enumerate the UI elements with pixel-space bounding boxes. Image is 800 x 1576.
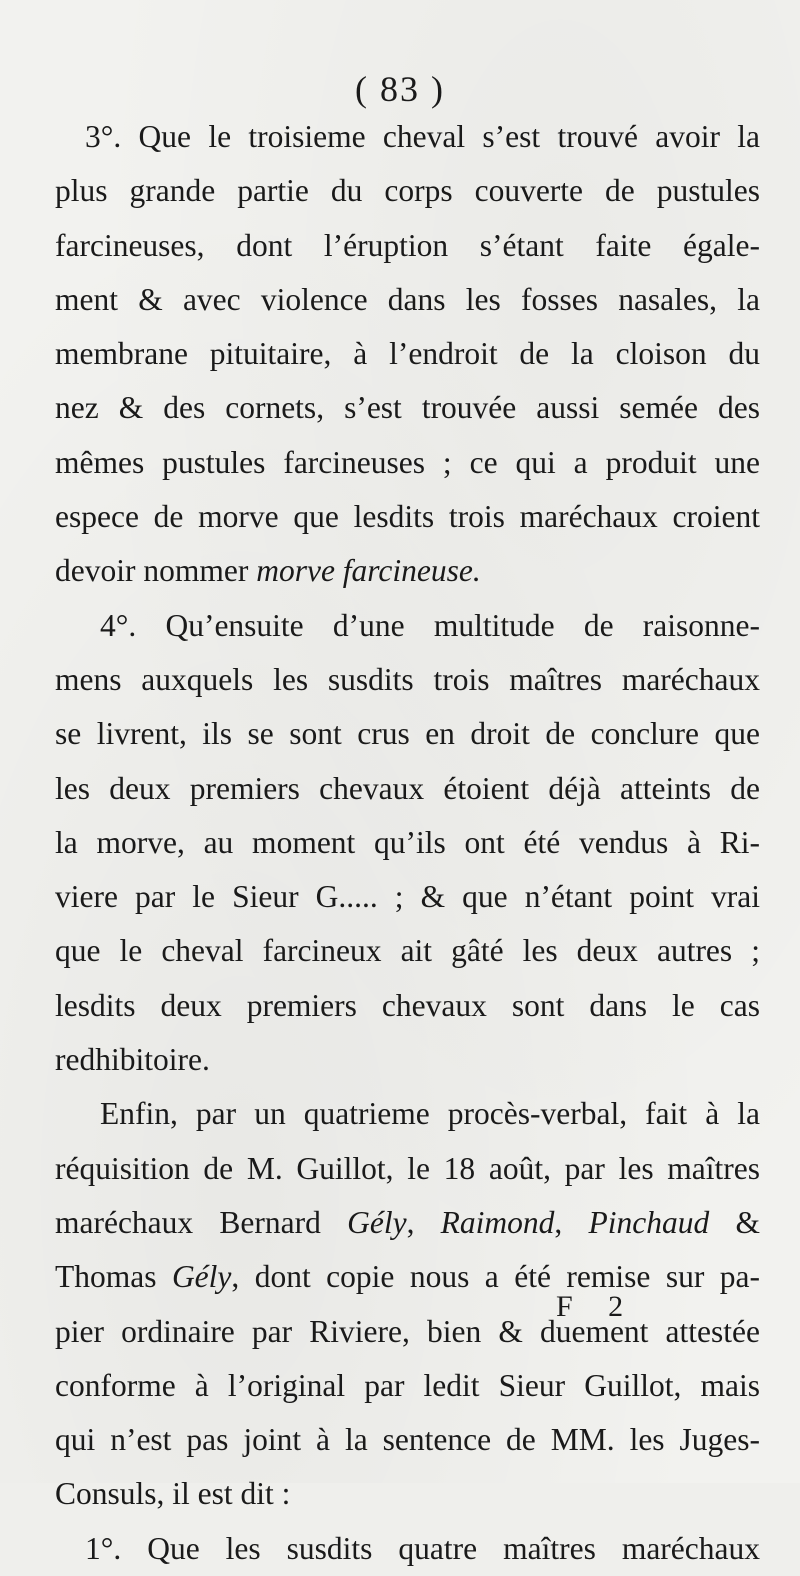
italic-name: Gély: [171, 1259, 232, 1295]
text-line: nez & des cornets, s’est trouvée aussi semée des: [55, 390, 760, 426]
text-line: se livrent, ils se sont crus en droit de conclure que: [55, 716, 760, 752]
text-line: [55, 1196, 760, 1250]
text-line: viere par le Sieur G..... ; & que n’étant point vrai: [55, 879, 760, 915]
text-line: conforme à l’original par ledit Sieur Guillot, mais: [55, 1367, 760, 1403]
text-line: redhibitoire.: [55, 1042, 210, 1078]
text-line: 4°. Qu’ensuite d’une multitude de raisonne-: [100, 607, 760, 643]
text-line: lesdits deux premiers chevaux sont dans le cas: [55, 987, 760, 1023]
text-line: [55, 1250, 760, 1304]
text-segment: ,: [406, 1204, 441, 1240]
text-line: ment & avec violence dans les fosses nasales, la: [55, 281, 760, 317]
body-text: [55, 110, 760, 1576]
text-line: Consuls, il est dit :: [55, 1476, 291, 1512]
text-segment: ,: [554, 1204, 589, 1240]
text-line: la morve, au moment qu’ils ont été vendus à Ri-: [55, 824, 760, 860]
text-line: farcineuses, dont l’éruption s’étant faite égale-: [55, 227, 760, 263]
text-line: membrane pituitaire, à l’endroit de la cloison du: [55, 336, 760, 372]
text-line: qui n’est pas joint à la sentence de MM. les Juges-: [55, 1422, 760, 1458]
text-segment: devoir nommer: [55, 553, 249, 589]
italic-name: Pinchaud: [588, 1204, 710, 1240]
text-line: mêmes pustules farcineuses ; ce qui a produit une: [55, 444, 760, 480]
text-line: réquisition de M. Guillot, le 18 août, par les maîtres: [55, 1150, 760, 1186]
italic-name: Gély: [347, 1204, 407, 1240]
signature-mark: F 2: [556, 1290, 638, 1323]
text-segment: Thomas: [55, 1259, 157, 1295]
text-line: mens auxquels les susdits trois maîtres maréchaux: [55, 661, 760, 697]
text-line: 1°. Que les susdits quatre maîtres maréchaux: [85, 1530, 760, 1566]
text-segment: , dont copie nous a été remise sur pa-: [231, 1259, 760, 1295]
text-line: plus grande partie du corps couverte de pustules: [55, 173, 760, 209]
page-number: ( 83 ): [355, 69, 445, 109]
text-line: que le cheval farcineux ait gâté les deux autres ;: [55, 933, 760, 969]
text-segment: &: [709, 1204, 760, 1240]
text-line: espece de morve que lesdits trois maréchaux croient: [55, 499, 760, 535]
text-line: les deux premiers chevaux étoient déjà atteints de: [55, 770, 760, 806]
italic-name: Raimond: [440, 1204, 555, 1240]
text-line: pier ordinaire par Riviere, bien & duement attestée: [55, 1313, 760, 1349]
text-line: 3°. Que le troisieme cheval s’est trouvé avoir la: [85, 119, 760, 154]
text-line: [55, 544, 760, 598]
italic-term: morve farcineuse.: [256, 553, 481, 589]
text-segment: maréchaux Bernard: [55, 1204, 321, 1240]
text-line: Enfin, par un quatrieme procès-verbal, fait à la: [100, 1096, 760, 1132]
